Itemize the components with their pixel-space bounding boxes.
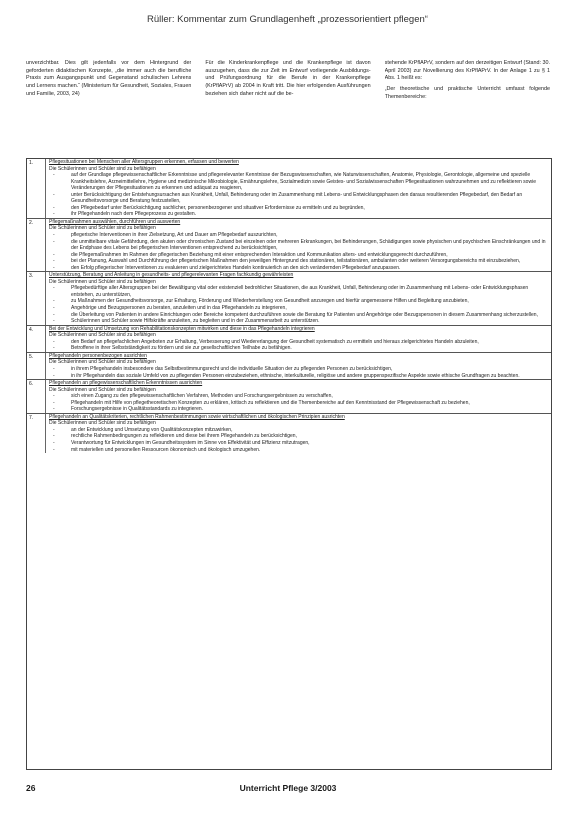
section-title: Unterstützung, Beratung und Anleitung in gesundheits- und pflegerelevanten Fragen fachkundig gewährleisten: [49, 272, 294, 279]
bullet-item: [49, 265, 548, 272]
bullet-text: Pflegehandeln mit Hilfe von pflegetheoretischen Konzepten zu erklären, kritisch zu reflektieren und die Themenbereiche auf den Kenntnisstand der Pflegewissenschaft zu beziehen,: [71, 399, 470, 406]
section-body: [46, 272, 551, 324]
section-body: [46, 414, 551, 453]
theme-section: [27, 353, 551, 380]
bullet-dash: -: [53, 338, 55, 345]
bullet-item: [49, 406, 548, 413]
bullet-text: bei der Planung, Auswahl und Durchführung der pflegerischen Maßnahmen den jeweiligen Hintergrund des stationären, teilstationären, ambulanten oder weiteren Versorgungsbereichs mit einzubeziehen,: [71, 258, 521, 265]
bullet-dash: -: [53, 393, 55, 400]
bullet-dash: -: [53, 211, 55, 218]
bullet-text: sich einen Zugang zu den pflegewissenschaftlichen Verfahren, Methoden und Forschungsergebnissen zu verschaffen,: [71, 393, 333, 400]
running-header: Rüller: Kommentar zum Grundlagenheft „prozessorientiert pflegen“: [147, 14, 428, 25]
bullet-text: die unmittelbare vitale Gefährdung, den akuten oder chronischen Zustand bei einzelnen oder mehreren Erkrankungen, bei Behinderungen, Schädigungen sowie physischen und psychischen Einschränkungen und in der Endphase des Lebens bei pflegerischen Interventionen entsprechend zu berücksichtigen,: [71, 238, 546, 252]
section-number: 7.: [27, 414, 46, 453]
section-subtitle: Die Schülerinnen und Schüler sind zu befähigen: [49, 278, 156, 285]
section-body: [46, 159, 551, 218]
bullet-dash: -: [53, 399, 55, 406]
section-subtitle: Die Schülerinnen und Schüler sind zu befähigen: [49, 386, 156, 393]
bullet-dash: -: [53, 446, 55, 453]
bullet-text: den Erfolg pflegerischer Interventionen zu evaluieren und zielgerichtetes Handeln kontinuierlich an den sich verändernden Pflegebedarf anzupassen.: [71, 264, 401, 271]
bullet-dash: -: [53, 345, 55, 352]
section-number: 1.: [27, 159, 46, 218]
bullet-text: mit materiellen und personellen Ressourcen ökonomisch und ökologisch umzugehen.: [71, 446, 261, 453]
bullet-text: rechtliche Rahmenbedingungen zu reflektieren und diese bei ihrem Pflegehandeln zu berücksichtigen,: [71, 433, 297, 440]
bullet-text: Verantwortung für Entwicklungen im Gesundheitssystem im Sinne von Effektivität und Effizienz mitzutragen,: [71, 439, 310, 446]
bullet-text: die Überleitung von Patienten in andere Einrichtungen oder Bereiche kompetent durchzuführen sowie die Beratung für Patienten und Angehörige oder Bezugspersonen in diesem Zusammenhang sicherzustellen,: [71, 311, 538, 318]
section-title: Pflegehandeln an pflegewissenschaftlichen Erkenntnissen ausrichten: [49, 380, 203, 387]
section-number: 3.: [27, 272, 46, 324]
bullet-text: den Bedarf an pflegefachlichen Angeboten zur Erhaltung, Verbesserung und Wiedererlangung der Gesundheit systematisch zu ermitteln und hieraus zielgerichtetes Handeln abzuleiten,: [71, 338, 479, 345]
section-title: Pflegehandeln an Qualitätskriterien, rechtlichen Rahmenbestimmungen sowie wirtschaftlichen und ökologischen Prinzipien ausrichten: [49, 413, 345, 420]
bullet-dash: -: [53, 264, 55, 271]
section-subtitle: Die Schülerinnen und Schüler sind zu befähigen: [49, 225, 156, 232]
bullet-text: unter Berücksichtigung der Entstehungsursachen aus Krankheit, Unfall, Behinderung oder im Zusammenhang mit Lebens- und Entwicklungsphasen den daraus resultierenden Pflegebedarf, den Bedarf an Gesundheitsvorsorge und Beratung festzustellen,: [71, 191, 523, 205]
section-subtitle: Die Schülerinnen und Schüler sind zu befähigen: [49, 359, 156, 366]
section-body: [46, 353, 551, 379]
bullet-dash: -: [53, 232, 55, 239]
bullet-item: [49, 285, 548, 298]
bullet-text: Schülerinnen und Schüler sowie Hilfskräfte anzuleiten, zu begleiten und in der Zusammenarbeit zu unterstützen.: [71, 318, 320, 325]
bullet-item: [49, 373, 548, 380]
column-1: [26, 60, 191, 156]
bullet-dash: -: [53, 238, 55, 245]
journal-issue: Unterricht Pflege 3/2003: [239, 783, 337, 793]
bullet-dash: -: [53, 285, 55, 292]
bullet-text: ihr Pflegehandeln nach dem Pflegeprozess zu gestalten.: [71, 211, 197, 218]
themes-table: [26, 158, 552, 770]
section-title: Pflegehandeln personenbezogen ausrichten: [49, 352, 147, 359]
section-subtitle: Die Schülerinnen und Schüler sind zu befähigen: [49, 165, 156, 172]
bullet-item: [49, 239, 548, 252]
bullet-item: [49, 318, 548, 325]
column-3: [385, 60, 550, 156]
bullet-text: die Pflegemaßnahmen im Rahmen der pflegerischen Beziehung mit einer entsprechenden Interaktion und Kommunikation alters- und entwicklungsgerecht durchzuführen,: [71, 251, 448, 258]
section-subtitle: Die Schülerinnen und Schüler sind zu befähigen: [49, 332, 156, 339]
bullet-dash: -: [53, 365, 55, 372]
bullet-dash: -: [53, 433, 55, 440]
bullet-text: Forschungsergebnisse in Qualitätsstandards zu integrieren.: [71, 406, 204, 413]
section-number: 6.: [27, 380, 46, 413]
bullet-dash: -: [53, 311, 55, 318]
bullet-item: [49, 192, 548, 205]
section-title: Bei der Entwicklung und Umsetzung von Rehabilitationskonzepten mitwirken und diese in das Pflegehandeln integrieren: [49, 325, 315, 332]
bullet-dash: -: [53, 318, 55, 325]
column-paragraph: Für die Kinderkrankenpflege und die Krankenpflege ist davon auszugehen, dass die zur Zeit im Entwurf vorliegende Ausbildungs- und Prüfungsordnung für die Berufe in der Krankenpflege (KrPflAPrV) ab 2004 in Kraft tritt. Die hier erfolgenden Ausführungen beziehen sich daher nicht auf die be-: [205, 60, 371, 97]
section-number: 2.: [27, 219, 46, 271]
intro-columns: [26, 60, 550, 156]
bullet-dash: -: [53, 251, 55, 258]
bullet-dash: -: [53, 258, 55, 265]
bullet-dash: -: [53, 372, 55, 379]
bullet-dash: -: [53, 426, 55, 433]
theme-section: [27, 380, 551, 414]
theme-section: [27, 159, 551, 219]
bullet-text: Betroffene in ihrer Selbstständigkeit zu fördern und sie zur gesellschaftlichen Teilhabe zu befähigen.: [71, 345, 292, 352]
section-subtitle: Die Schülerinnen und Schüler sind zu befähigen: [49, 420, 156, 427]
theme-section: [27, 414, 551, 453]
theme-section: [27, 326, 551, 353]
bullet-dash: -: [53, 406, 55, 413]
column-paragraph: stehende KrPflAPrV, sondern auf den derzeitigen Entwurf (Stand: 30. April 2003) zur Novellierung des KrPflAPrV. In der Anlage 1 zu § 1 Abs. 1 heißt es:: [384, 60, 550, 82]
section-title: Pflegesituationen bei Menschen aller Altersgruppen erkennen, erfassen und bewerten: [49, 159, 239, 165]
page-number: 26: [26, 783, 36, 793]
bullet-text: in ihr Pflegehandeln das soziale Umfeld von zu pflegenden Personen einzubeziehen, ethnische, interkulturelle, religiöse und andere gruppenspezifische Aspekte sowie ethische Grundfragen zu beachten.: [71, 372, 520, 379]
bullet-dash: -: [53, 439, 55, 446]
section-body: [46, 380, 551, 413]
bullet-dash: -: [53, 298, 55, 305]
column-paragraph: unverzichtbar. Dies gilt jedenfalls vor dem Hintergrund der geforderten didaktischen Konzepte, „die immer auch die berufliche Praxis zum Ausgangspunkt und Gegenstand schulischen Lehrens und Lernens machen.“ (Ministerium für Gesundheit, Soziales, Frauen und Familie, 2003, 24): [26, 60, 192, 97]
bullet-text: zu Maßnahmen der Gesundheitsvorsorge, zur Erhaltung, Förderung und Wiederherstellung von Gesundheit anzuregen und hierfür angemessene Hilfen und Begleitung anzubieten,: [71, 298, 469, 305]
section-body: [46, 219, 551, 271]
theme-section: [27, 272, 551, 325]
column-paragraph: „Der theoretische und praktische Unterricht umfasst folgende Themenbereiche:: [384, 86, 550, 100]
bullet-dash: -: [53, 204, 55, 211]
bullet-text: auf der Grundlage pflegewissenschaftlicher Erkenntnisse und pflegerelevanter Kenntnisse der Bezugswissenschaften, wie Naturwissenschaften, Anatomie, Physiologie, Gerontologie, allgemeine und spezielle Krankheitslehre, Arzneimittellehre, Hygiene und medizinische Mikrobiologie, Ernährungslehre, Sozialmedizin sowie Geistes- und Sozialwissenschaften Pflegesituationen wahrzunehmen und zu reflektieren sowie Veränderungen der Pflegesituationen zu erkennen und adäquat zu reagieren,: [71, 172, 536, 192]
bullet-item: [49, 211, 548, 218]
section-title: Pflegemaßnahmen auswählen, durchführen und auswerten: [49, 218, 181, 225]
bullet-item: [49, 172, 548, 192]
column-2: [205, 60, 370, 156]
bullet-text: Angehörige und Bezugspersonen zu beraten, anzuleiten und in das Pflegehandeln zu integrieren,: [71, 305, 287, 312]
bullet-item: [49, 447, 548, 454]
bullet-text: in ihrem Pflegehandeln insbesondere das Selbstbestimmungsrecht und die individuelle Situation der zu pflegenden Personen zu berücksichtigen,: [71, 365, 393, 372]
bullet-text: den Pflegebedarf unter Berücksichtigung sachlicher, personenbezogener und situativer Erfordernisse zu ermitteln und zu begründen,: [71, 204, 365, 211]
theme-section: [27, 219, 551, 272]
bullet-text: pflegerische Interventionen in ihrer Zielsetzung, Art und Dauer am Pflegebedarf auszurichten,: [71, 232, 278, 239]
section-body: [46, 326, 551, 352]
bullet-dash: -: [53, 305, 55, 312]
section-number: 5.: [27, 353, 46, 379]
section-number: 4.: [27, 326, 46, 352]
bullet-item: [49, 345, 548, 352]
bullet-dash: -: [53, 191, 55, 198]
bullet-text: an der Entwicklung und Umsetzung von Qualitätskonzepten mitzuwirken,: [71, 426, 233, 433]
bullet-dash: -: [53, 172, 55, 179]
bullet-text: Pflegebedürftige aller Altersgruppen bei der Bewältigung vital oder existenziell bedrohlicher Situationen, die aus Krankheit, Unfall, Behinderung oder im Zusammenhang mit Lebens- oder Entwicklungsphasen entstehen, zu unterstützen,: [71, 285, 529, 298]
